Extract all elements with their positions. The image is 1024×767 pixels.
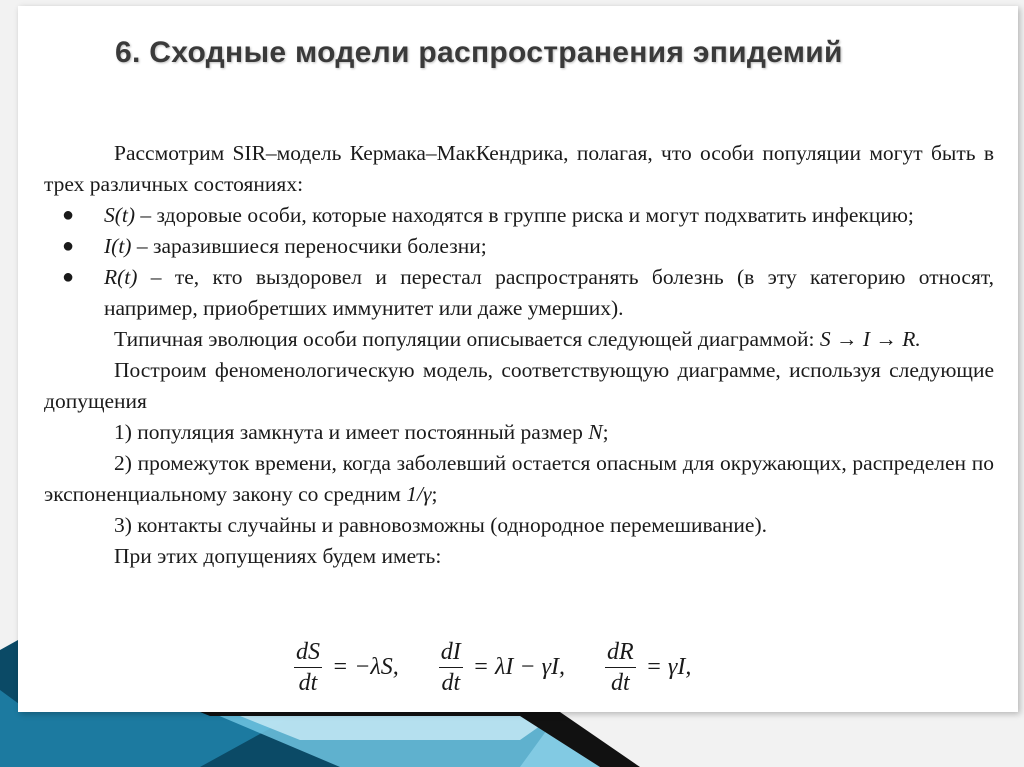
assumption-text: 2) промежуток времени, когда заболевший остается опасным для окружающих, распределен по экспоненциальному закону со средним — [44, 451, 994, 506]
evolution-text: Типичная эволюция особи популяции описывается следующей диаграммой: — [114, 327, 820, 351]
assumption-end: ; — [602, 420, 609, 444]
equation-rhs: = γI, — [645, 654, 692, 680]
intro-paragraph — [44, 138, 994, 200]
slide-body — [44, 138, 994, 572]
fraction-numerator: dS — [294, 637, 322, 668]
fraction-numerator: dR — [605, 637, 636, 668]
list-item — [44, 262, 994, 324]
equations — [290, 637, 697, 698]
bullet-icon: ● — [62, 235, 75, 257]
intro-text: Рассмотрим SIR–модель Кермака–МакКендрика, полагая, что особи популяции могут быть в трех различных состояниях: — [44, 141, 994, 196]
conclusion-paragraph — [44, 541, 994, 572]
bullet-symbol: R(t) — [104, 265, 138, 289]
model-paragraph — [44, 355, 994, 417]
list-item — [44, 231, 994, 262]
evolution-paragraph — [44, 324, 994, 355]
equation-rhs: = −λS, — [332, 654, 399, 680]
assumption-1 — [44, 417, 994, 448]
assumption-end: ; — [431, 482, 438, 506]
assumption-math: 1/γ — [406, 482, 432, 506]
bullet-icon: ● — [62, 266, 75, 288]
bullet-text: – здоровые особи, которые находятся в группе риска и могут подхватить инфекцию; — [135, 203, 914, 227]
bullet-icon: ● — [62, 204, 75, 226]
fraction-denominator: dt — [298, 670, 318, 696]
model-text: Построим феноменологическую модель, соответствующую диаграмме, используя следующие допущения — [44, 358, 994, 413]
bullet-text: – те, кто выздоровел и перестал распространять болезнь (в эту категорию относят, например, приобретших иммунитет или даже умерших). — [104, 265, 994, 320]
evolution-diagram: S → I → R. — [819, 327, 921, 351]
list-item — [44, 200, 994, 231]
bullet-symbol: S(t) — [104, 203, 136, 227]
conclusion-text: При этих допущениях будем иметь: — [114, 544, 442, 568]
assumption-text: 1) популяция замкнута и имеет постоянный размер — [114, 420, 589, 444]
fraction-numerator: dI — [439, 637, 463, 668]
fraction-denominator: dt — [611, 670, 630, 696]
assumption-math: N — [588, 420, 603, 444]
equation-rhs: = λI − γI, — [472, 654, 566, 680]
assumption-2 — [44, 448, 994, 510]
fraction-dr-dt — [605, 637, 636, 698]
bullet-symbol: I(t) — [104, 234, 132, 258]
page-title: 6. Сходные модели распространения эпидемий — [115, 36, 843, 69]
fraction-denominator: dt — [441, 670, 461, 696]
assumption-3 — [44, 510, 994, 541]
assumption-text: 3) контакты случайны и равновозможны (однородное перемешивание). — [114, 513, 767, 537]
bullet-text: – заразившиеся переносчики болезни; — [131, 234, 487, 258]
fraction-ds-dt — [294, 637, 322, 698]
fraction-di-dt — [439, 637, 463, 698]
